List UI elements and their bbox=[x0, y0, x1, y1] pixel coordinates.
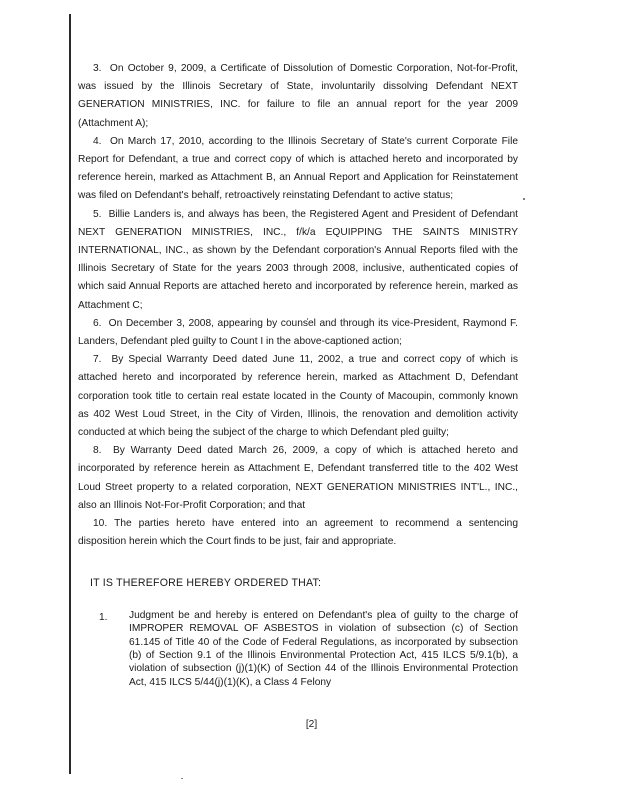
document-body bbox=[78, 60, 518, 689]
ordered-heading: IT IS THEREFORE HEREBY ORDERED THAT: bbox=[90, 577, 322, 590]
paragraph-4: 4. On March 17, 2010, according to the Illinois Secretary of State's current Corporate File Report for Defendant, a true and correct copy of which is attached hereto and incorporated by reference herein, marked as Attachment B, an Annual Report and Application for Reinstatement was filed on Defendant's behalf, retroactively reinstating Defendant to active status; bbox=[78, 135, 518, 202]
paragraph-5: 5. Billie Landers is, and always has been, the Registered Agent and President of Defendant NEXT GENERATION MINISTRIES, INC., f/k/a EQUIPPING THE SAINTS MINISTRY INTERNATIONAL, INC., as shown by the Defendant corporation's Annual Reports filed with the Illinois Secretary of State for the years 2003 through 2008, inclusive, authenticated copies of which said Annual Reports are attached hereto and incorporated by reference herein, marked as Attachment C; bbox=[78, 208, 518, 311]
scan-speck bbox=[181, 778, 183, 779]
paragraph-6: 6. On December 3, 2008, appearing by counsel and through its vice-President, Raymond F. Landers, Defendant pled guilty to Count I in the above-captioned action; bbox=[78, 317, 518, 348]
paragraph-7: 7. By Special Warranty Deed dated June 11, 2002, a true and correct copy of which is attached hereto and incorporated by reference herein, marked as Attachment D, Defendant corporation took title to certain real estate located in the County of Macoupin, commonly known as 402 West Loud Street, in the City of Virden, Illinois, the renovation and demolition activity conducted at which being the subject of the charge to which Defendant pled guilty; bbox=[78, 354, 518, 439]
order-item-text: Judgment be and hereby is entered on Defendant's plea of guilty to the charge of IMPROPER REMOVAL OF ASBESTOS in violation of subsection (c) of Section 61.145 of Title 40 of the Code of Federal Regulations, as incorporated by subsection (b) of Section 9.1 of the Illinois Environmental Protection Act, 415 ILCS 5/9.1(b), a violation of subsection (j)(1)(K) of Section 44 of the Illinois Environmental Protection Act, 415 ILCS 5/44(j)(1)(K), a Class 4 Felony bbox=[129, 609, 518, 688]
scan-speck bbox=[523, 198, 525, 200]
paragraph-10: 10. The parties hereto have entered into an agreement to recommend a sentencing disposition herein which the Court finds to be just, fair and appropriate. bbox=[78, 518, 518, 548]
page-number: [2] bbox=[305, 719, 318, 730]
order-item-1 bbox=[78, 609, 518, 689]
paragraph-3: 3. On October 9, 2009, a Certificate of Dissolution of Domestic Corporation, Not-for-Profit, was issued by the Illinois Secretary of State, involuntarily dissolving Defendant NEXT GENERATION MINISTRIES, INC. for failure to file an annual report for the year 2009 (Attachment A); bbox=[78, 63, 518, 129]
order-item-number: 1. bbox=[99, 611, 108, 623]
paragraph-8: 8. By Warranty Deed dated March 26, 2009, a copy of which is attached hereto and incorporated by reference herein as Attachment E, Defendant transferred title to the 402 West Loud Street property to a related corporation, NEXT GENERATION MINISTRIES INT'L., INC., also an Illinois Not-For-Profit Corporation; and that bbox=[78, 445, 518, 511]
